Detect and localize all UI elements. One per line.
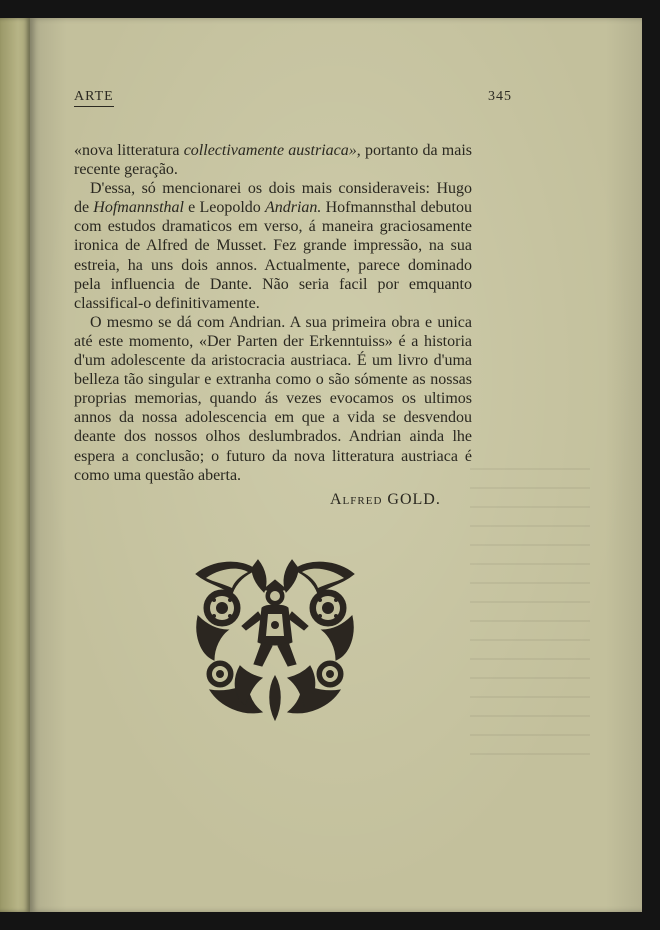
paragraph-1-text-a: «nova litteratura	[74, 142, 184, 159]
page-number: 345	[488, 89, 512, 104]
facing-page-edge	[0, 18, 30, 912]
author-signature	[330, 491, 441, 509]
floral-vignette-with-figure-icon	[192, 556, 358, 722]
paragraph-2-text-e: Hofmannsthal debutou com estudos dramaticos em verso, á maneira graciosamente ironica de Alfred de Musset. Fez grande impressão, na sua estreia, ha uns dois annos. Actualmente, parece dominado pela influencia de Dante. Não seria facil por emquanto classifical-o definitivamente.	[74, 199, 472, 312]
paragraph-2-text-a: D'essa, só mencionarei os dois mais consideraveis: Hugo de	[74, 180, 472, 217]
paragraph-2-italic-hofmannsthal: Hofmannsthal	[93, 199, 184, 217]
paragraph-3: O mesmo se dá com Andrian. A sua primeira obra e unica até este momento, «Der Parten der Erkenntuiss» é a historia d'um adolescente da aristocracia austriaca. É um livro d'uma belleza tão singular e extranha como o são sómente as nossas proprias memorias, quando ás vezes evocamos os ultimos annos da nossa adolescencia em que a vida se desvendou deante dos nossos olhos deslumbrados. Andrian ainda lhe espera a conclusão; o futuro da nova litteratura austriaca é como uma questão aberta.	[74, 313, 472, 484]
author-last-name: GOLD.	[387, 491, 441, 508]
show-through-text	[470, 468, 590, 768]
paragraph-2-italic-andrian: Andrian.	[264, 199, 322, 217]
paragraph-2	[74, 179, 472, 313]
paragraph-1-text-c: , portanto da mais recente geração.	[74, 142, 472, 179]
paragraph-2-text-c: e Leopoldo	[183, 199, 265, 217]
paragraph-1-italic: collectivamente austriaca»	[183, 142, 357, 159]
section-title: ARTE	[74, 89, 114, 107]
article-body	[74, 141, 472, 485]
author-first-name: Alfred	[330, 491, 383, 508]
paragraph-1	[74, 141, 472, 179]
